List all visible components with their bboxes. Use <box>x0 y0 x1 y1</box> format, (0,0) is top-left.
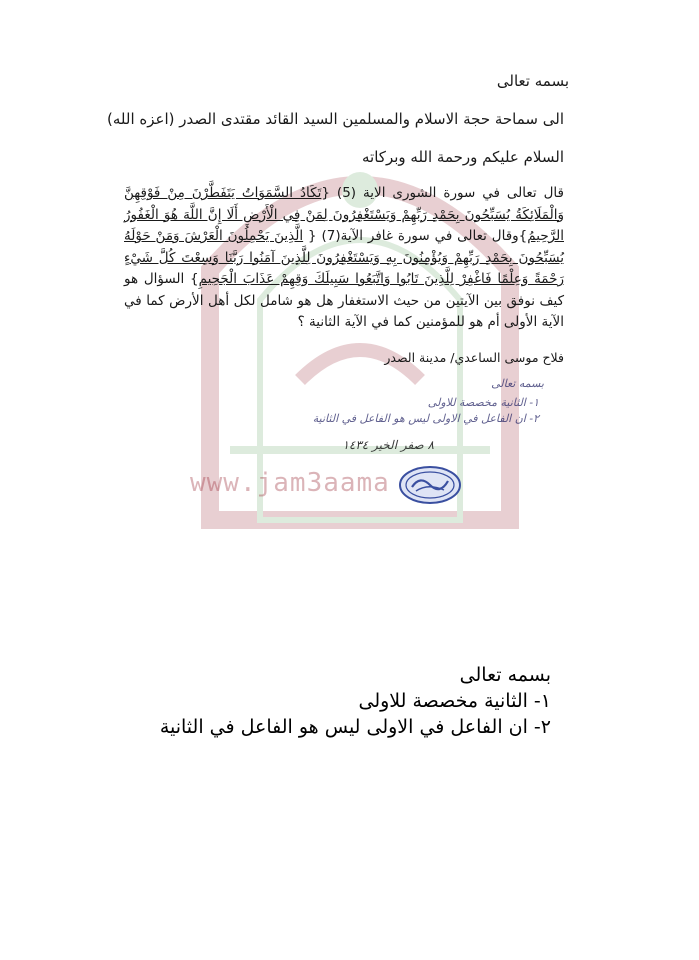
typed-answer-2: ٢- ان الفاعل في الاولى ليس هو الفاعل في الثانية <box>159 716 551 738</box>
letter-greeting: السلام عليكم ورحمة الله وبركاته <box>362 148 564 166</box>
watermark-url: www.jam3aama <box>190 468 390 498</box>
letter-sender: فلاح موسى الساعدي/ مدينة الصدر <box>384 350 564 365</box>
letter-address: الى سماحة حجة الاسلام والمسلمين السيد القائد مقتدى الصدر (اعزه الله) <box>107 110 564 128</box>
handwritten-basmala: بسمه تعالى <box>491 377 544 390</box>
handwritten-answer-1: ١- الثانية مخصصة للاولى <box>427 396 539 409</box>
verse-ghafir: الَّذِينَ يَحْمِلُونَ الْعَرْشَ وَمَنْ حَوْلَهُ يُسَبِّحُونَ بِحَمْدِ رَبِّهِمْ وَيُؤْمِنُونَ بِهِ وَيَسْتَغْفِرُونَ لِلَّذِينَ آمَنُوا رَبَّنَا وَسِعْتَ كُلَّ شَيْءٍ رَحْمَةً وَعِلْمًا فَاغْفِرْ لِلَّذِينَ تَابُوا وَاتَّبَعُوا سَبِيلَكَ وَقِهِمْ عَذَابَ الْجَحِيمِ <box>124 228 564 287</box>
question-intro: قال تعالى في سورة الشورى الاية (5) { <box>321 185 564 201</box>
handwritten-date: ٨ صفر الخير ١٤٣٤ <box>342 438 434 452</box>
seal-stamp-icon <box>398 465 462 505</box>
question-mid: }وقال تعالى في سورة غافر الآية(7) { <box>303 228 528 244</box>
question-end: } السؤال هو كيف نوفق بين الآيتين من حيث الاستغفار هل هو شامل لكل أهل الأرض كما في الآية الأولى أم هو للمؤمنين كما في الآية الثانية ؟ <box>124 271 564 330</box>
handwritten-answer-2: ٢- ان الفاعل في الاولى ليس هو الفاعل في الثانية <box>312 412 539 425</box>
verse-shura: تَكَادُ السَّمَوَاتُ يَتَفَطَّرْنَ مِنْ فَوْقِهِنَّ وَالْمَلَائِكَةُ يُسَبِّحُونَ بِحَمْدِ رَبِّهِمْ وَيَسْتَغْفِرُونَ لِمَنْ فِي الْأَرْضِ أَلَا إِنَّ اللَّهَ هُوَ الْغَفُورُ الرَّحِيمُ <box>124 185 564 244</box>
letter-basmala: بسمه تعالى <box>496 72 569 90</box>
letter-question <box>124 183 564 334</box>
typed-answer-1: ١- الثانية مخصصة للاولى <box>358 690 551 712</box>
typed-answer-basmala: بسمه تعالى <box>459 664 551 686</box>
